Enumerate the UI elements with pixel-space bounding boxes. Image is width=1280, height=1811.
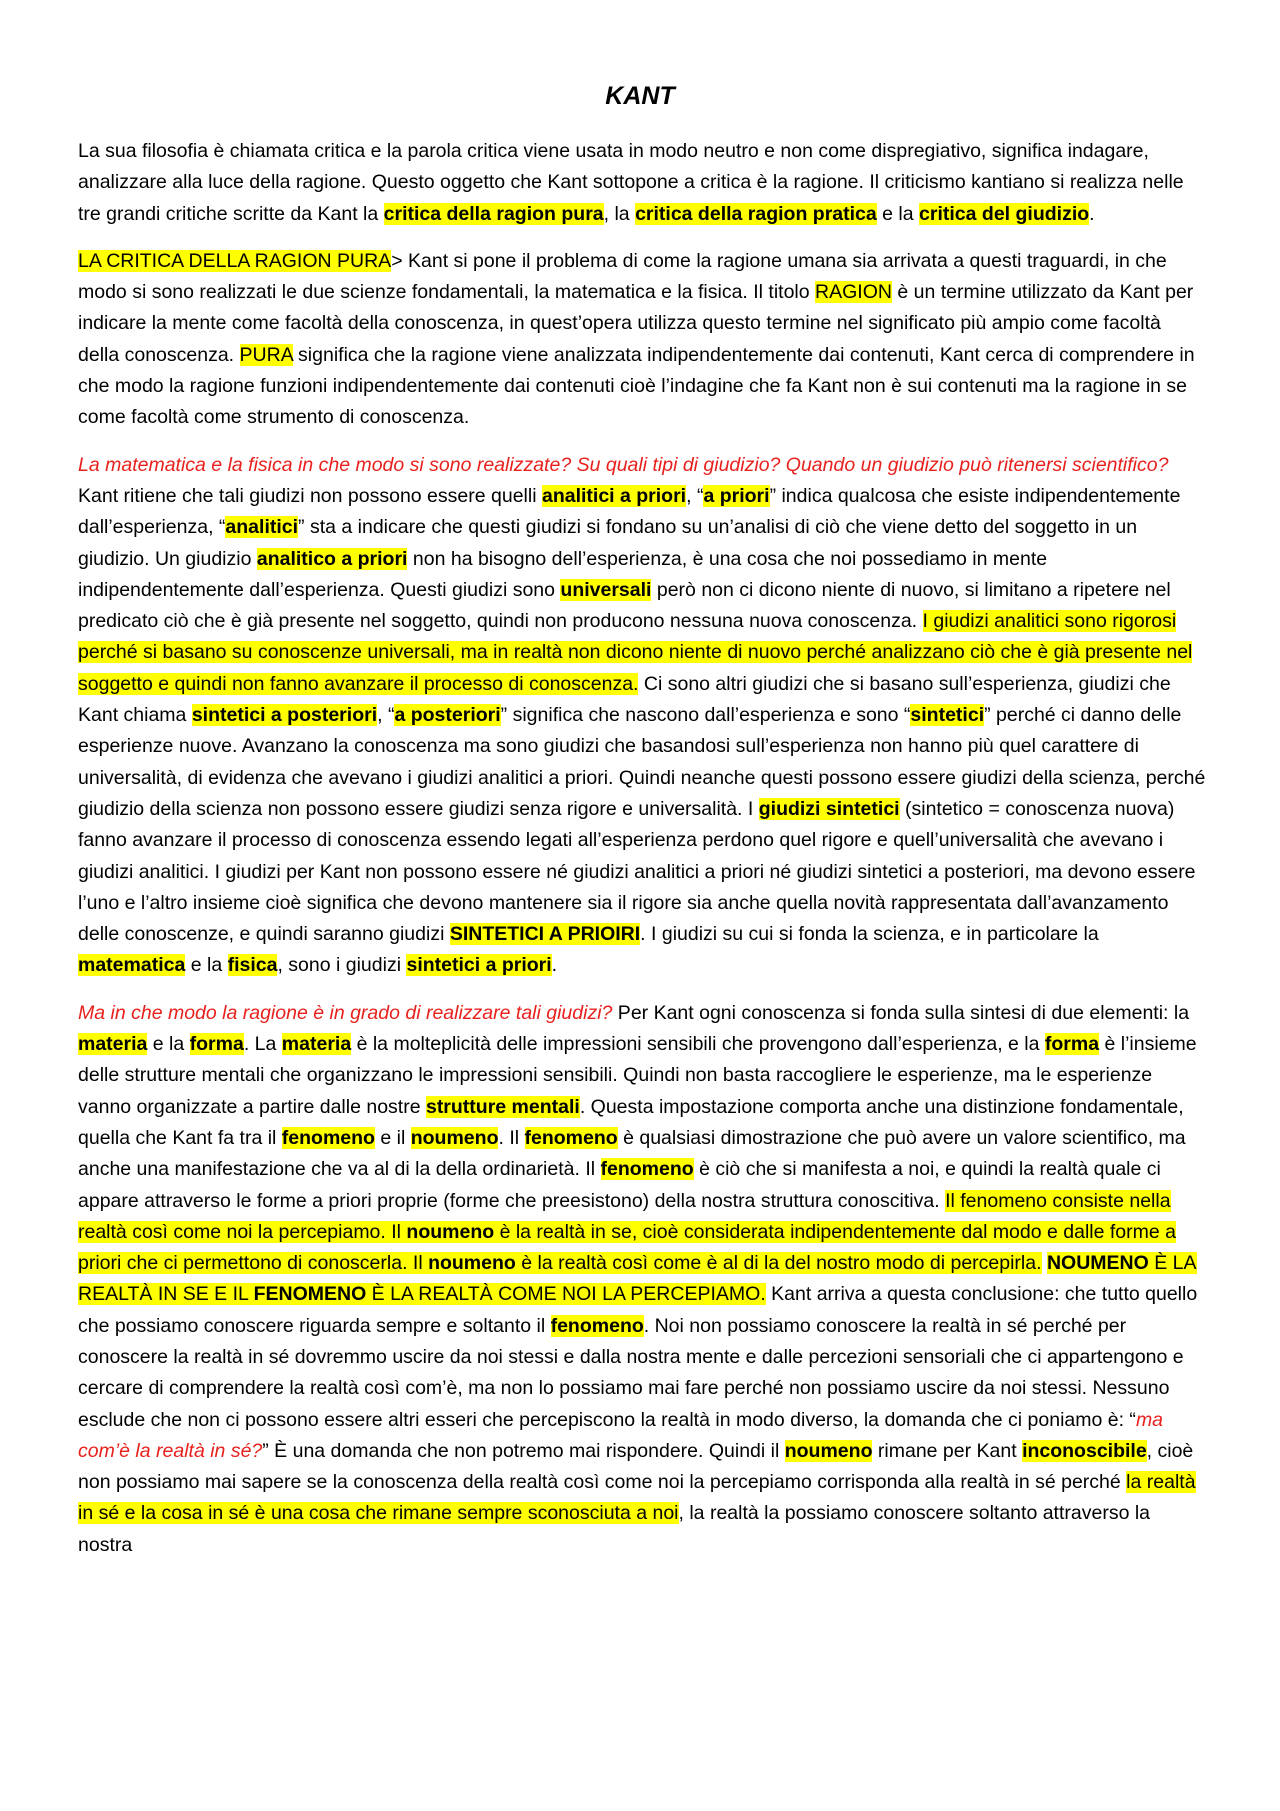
- text-run: è un termine utilizzato da Kant per indicare la mente come facoltà della conoscenza, in quest’opera utilizza questo termine nel significato più ampio come facoltà della conoscenza.: [78, 281, 1194, 366]
- highlighted-text: forma: [189, 1033, 244, 1056]
- text-run: ” indica qualcosa che esiste indipendentemente dall’esperienza, “: [78, 484, 1181, 539]
- highlighted-text: Il fenomeno consiste nella realtà così come noi la percepiamo. Il: [78, 1189, 1171, 1243]
- question-text: ma com’è la realtà in sé?: [78, 1408, 1164, 1462]
- text-run: . I giudizi su cui si fonda la scienza, e in particolare la: [640, 923, 1099, 946]
- text-run: Kant arriva a questa conclusione: che tutto quello che possiamo conoscere riguarda sempre e soltanto il: [78, 1283, 1198, 1337]
- paragraph-3: [78, 450, 1206, 982]
- text-run: , la realtà la possiamo conoscere soltanto attraverso la nostra: [78, 1502, 1151, 1556]
- highlighted-text: analitici: [225, 516, 299, 539]
- text-run: .: [551, 954, 558, 977]
- text-run: ” significa che nascono dall’esperienza e sono “: [500, 704, 911, 727]
- highlighted-text: I giudizi analitici sono rigorosi perché si basano su conoscenze universali, ma in realtà non dicono niente di nuovo perché analizzano ciò che è già presente nel soggetto e quindi non fanno avanzare il processo di conoscenza.: [78, 610, 1193, 695]
- highlighted-text: NOUMENO: [1046, 1252, 1149, 1275]
- text-run: , cioè non possiamo mai sapere se la conoscenza della realtà così come noi la percepiamo corrisponda alla realtà in sé perché: [78, 1439, 1194, 1494]
- paragraph-4: [78, 998, 1206, 1561]
- highlighted-text: fenomeno: [524, 1126, 618, 1149]
- highlighted-text: fenomeno: [600, 1158, 694, 1181]
- highlighted-text: critica della ragion pratica: [635, 202, 877, 225]
- highlighted-text: sintetici: [910, 704, 985, 727]
- highlighted-text: universali: [560, 578, 652, 601]
- highlighted-text: PURA: [239, 343, 293, 366]
- text-run: , “: [686, 484, 704, 507]
- text-run: Kant ritiene che tali giudizi non possono essere quelli: [78, 484, 542, 507]
- text-run: (sintetico = conoscenza nuova) fanno avanzare il processo di conoscenza essendo legati all’esperienza perdono quel rigore e quell’universalità che avevano i giudizi analitici. I giudizi per Kant non possono essere né giudizi analitici a priori né giudizi sintetici a posteriori, ma devono essere l’uno e l’altro insieme cioè significa che devono mantenere sia il rigore sia anche quella novità rappresentata dall’avanzamento delle conoscenze, e quindi saranno giudizi: [78, 797, 1196, 946]
- highlighted-text: LA CRITICA DELLA RAGION PURA: [78, 249, 392, 272]
- question-text: La matematica e la fisica in che modo si sono realizzate? Su quali tipi di giudizio? Quando un giudizio può ritenersi scientifico?: [78, 453, 1169, 476]
- text-run: e il: [374, 1126, 411, 1149]
- text-run: Per Kant ogni conoscenza si fonda sulla sintesi di due elementi: la: [612, 1001, 1190, 1024]
- paragraph-1: [78, 136, 1206, 230]
- text-run: ” sta a indicare che questi giudizi si fondano su un’analisi di ciò che viene detto del soggetto in un giudizio. Un giudizio: [78, 516, 1138, 570]
- text-run: è qualsiasi dimostrazione che può avere un valore scientifico, ma anche una manifestazione che va al di la della ordinarietà. Il: [78, 1126, 1186, 1181]
- text-run: rimane per Kant: [872, 1439, 1023, 1462]
- text-run: e la: [876, 202, 920, 225]
- highlighted-text: matematica: [78, 954, 186, 977]
- text-run: e la: [147, 1033, 190, 1056]
- text-run: ” perché ci danno delle esperienze nuove. Avanzano la conoscenza ma sono giudizi che basandosi sull’esperienza non hanno più quel carattere di universalità, di evidenza che avevano i giudizi analitici a priori. Quindi neanche questi possono essere giudizi della scienza, perché giudizio della scienza non possono essere giudizi senza rigore e universalità. I: [78, 704, 1206, 820]
- highlighted-text: a priori: [703, 484, 770, 507]
- highlighted-text: È LA REALTÀ COME NOI LA PERCEPIAMO.: [366, 1283, 766, 1306]
- highlighted-text: è la realtà così come è al di la del nostro modo di percepirla.: [515, 1252, 1042, 1275]
- text-run: > Kant si pone il problema di come la ragione umana sia arrivata a questi traguardi, in che modo si sono realizzati le due scienze fondamentali, la matematica e la fisica. Il titolo: [78, 249, 1167, 304]
- text-run: non ha bisogno dell’esperienza, è una cosa che noi possediamo in mente indipendentemente dall’esperienza. Questi giudizi sono: [78, 547, 1048, 601]
- text-run: . La: [243, 1033, 282, 1056]
- highlighted-text: critica del giudizio: [919, 202, 1090, 225]
- text-run: significa che la ragione viene analizzata indipendentemente dai contenuti, Kant cerca di comprendere in che modo la ragione funzioni indipendentemente dai contenuti cioè l’indagine che fa Kant non è sui contenuti ma la ragione in se come facoltà come strumento di conoscenza.: [78, 343, 1195, 429]
- text-run: . Il: [498, 1126, 525, 1149]
- document-title: KANT: [605, 82, 675, 110]
- highlighted-text: FENOMENO: [253, 1283, 367, 1306]
- highlighted-text: critica della ragion pura: [383, 202, 604, 225]
- highlighted-text: la realtà in sé e la cosa in sé è una cosa che rimane sempre sconosciuta a noi: [78, 1471, 1196, 1525]
- text-run: , la: [603, 202, 636, 225]
- highlighted-text: strutture mentali: [425, 1095, 580, 1118]
- text-run: però non ci dicono niente di nuovo, si limitano a ripetere nel predicato ciò che è già presente nel soggetto, quindi non producono nessuna nuova conoscenza.: [78, 578, 1171, 633]
- highlighted-text: sintetici a posteriori: [191, 704, 378, 727]
- text-run: . Questa impostazione comporta anche una distinzione fondamentale, quella che Kant fa tra il: [78, 1095, 1184, 1149]
- text-run: . Noi non possiamo conoscere la realtà in sé perché per conoscere la realtà in sé dovremmo uscire da noi stessi e dalla nostra mente e dalle percezioni sensoriali che ci appartengono e cercare di comprendere la realtà così com’è, ma non lo possiamo mai fare perché non possiamo uscire da noi stessi. Nessuno esclude che non ci possono essere altri esseri che percepiscono la realtà in modo diverso, la domanda che ci poniamo è: “: [78, 1314, 1184, 1431]
- highlighted-text: fisica: [227, 954, 278, 977]
- highlighted-text: a posteriori: [394, 704, 501, 727]
- text-run: , sono i giudizi: [277, 954, 407, 977]
- text-run: Ci sono altri giudizi che si basano sull’esperienza, giudizi che Kant chiama: [78, 672, 1171, 727]
- highlighted-text: noumeno: [406, 1220, 495, 1243]
- highlighted-text: materia: [78, 1033, 148, 1056]
- highlighted-text: materia: [281, 1033, 352, 1056]
- highlighted-text: È LA REALTÀ IN SE E IL: [78, 1252, 1197, 1306]
- highlighted-text: è la realtà in se, cioè considerata indipendentemente dal modo e dalle forme a priori che ci permettono di conoscerla. Il: [78, 1220, 1176, 1275]
- highlighted-text: analitico a priori: [256, 547, 408, 570]
- highlighted-text: analitici a priori: [541, 484, 687, 507]
- highlighted-text: noumeno: [784, 1439, 873, 1462]
- paragraph-2: [78, 246, 1206, 434]
- highlighted-text: noumeno: [428, 1252, 516, 1275]
- highlighted-text: fenomeno: [281, 1126, 375, 1149]
- document-body: [78, 136, 1206, 1577]
- highlighted-text: sintetici a priori: [406, 954, 552, 977]
- text-run: è l’insieme delle strutture mentali che organizzano le impressioni sensibili. Quindi non basta raccogliere le esperienze, ma le esperienze vanno organizzate a partire dalle nostre: [78, 1033, 1197, 1118]
- text-run: ” È una domanda che non potremo mai rispondere. Quindi il: [262, 1439, 785, 1462]
- highlighted-text: noumeno: [410, 1126, 499, 1149]
- text-run: è la molteplicità delle impressioni sensibili che provengono dall’esperienza, e la: [351, 1033, 1045, 1056]
- highlighted-text: giudizi sintetici: [758, 797, 900, 820]
- text-run: La sua filosofia è chiamata critica e la parola critica viene usata in modo neutro e non come dispregiativo, significa indagare, analizzare alla luce della ragione. Questo oggetto che Kant sottopone a critica è la ragione. Il criticismo kantiano si realizza nelle tre grandi critiche scritte da Kant la: [78, 140, 1184, 225]
- highlighted-text: inconoscibile: [1022, 1439, 1147, 1462]
- text-run: , “: [377, 704, 395, 727]
- text-run: e la: [185, 954, 228, 977]
- text-run: .: [1089, 202, 1095, 225]
- text-run: è ciò che si manifesta a noi, e quindi la realtà quale ci appare attraverso le forme a priori proprie (forme che preesistono) della nostra struttura conoscitiva.: [78, 1158, 1161, 1212]
- highlighted-text: RAGION: [815, 281, 892, 304]
- highlighted-text: SINTETICI A PRIOIRI: [449, 923, 641, 946]
- highlighted-text: fenomeno: [550, 1314, 644, 1337]
- question-text: Ma in che modo la ragione è in grado di realizzare tali giudizi?: [78, 1001, 613, 1024]
- highlighted-text: forma: [1044, 1033, 1100, 1056]
